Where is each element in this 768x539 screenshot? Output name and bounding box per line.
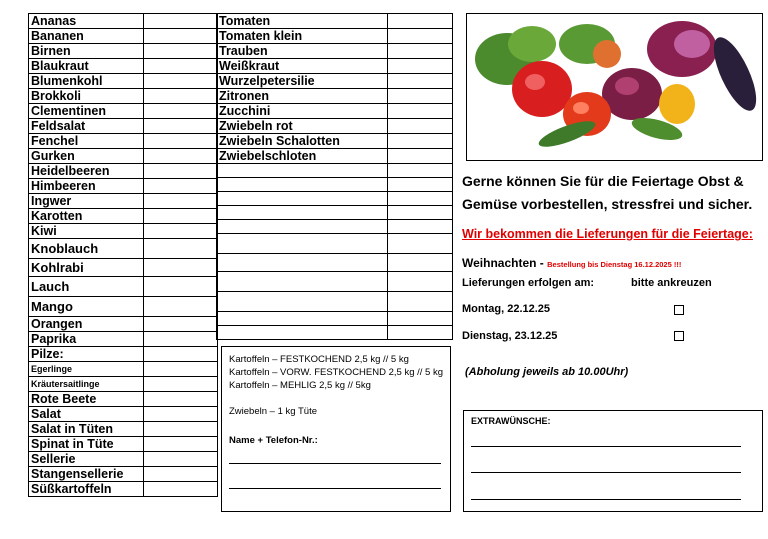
left-list-quantity-cell[interactable] bbox=[144, 74, 218, 89]
pickup-note: (Abholung jeweils ab 10.00Uhr) bbox=[465, 366, 629, 378]
mid-list-item-name bbox=[217, 192, 388, 206]
left-list-quantity-cell[interactable] bbox=[144, 347, 218, 362]
monday-checkbox[interactable] bbox=[674, 305, 684, 315]
left-list-item-name: Ingwer bbox=[29, 194, 144, 209]
left-list-quantity-cell[interactable] bbox=[144, 362, 218, 377]
extra-wishes-box bbox=[463, 410, 763, 512]
left-list-quantity-cell[interactable] bbox=[144, 104, 218, 119]
left-list-item-name: Himbeeren bbox=[29, 179, 144, 194]
tick-instruction: bitte ankreuzen bbox=[631, 277, 712, 289]
potato-order-box bbox=[221, 346, 451, 512]
left-list-item-name: Stangensellerie bbox=[29, 467, 144, 482]
mid-list-quantity-cell[interactable] bbox=[388, 220, 453, 234]
mid-list-item-name: Zucchini bbox=[217, 104, 388, 119]
left-list-row bbox=[29, 467, 218, 482]
left-list-row bbox=[29, 332, 218, 347]
mid-list-quantity-cell[interactable] bbox=[388, 254, 453, 272]
name-phone-line-2[interactable] bbox=[229, 488, 441, 489]
left-list-quantity-cell[interactable] bbox=[144, 332, 218, 347]
mid-list-quantity-cell[interactable] bbox=[388, 29, 453, 44]
left-list-item-name: Spinat in Tüte bbox=[29, 437, 144, 452]
left-list-quantity-cell[interactable] bbox=[144, 89, 218, 104]
date-monday: Montag, 22.12.25 bbox=[462, 303, 551, 315]
mid-list-item-name bbox=[217, 234, 388, 254]
mid-list-quantity-cell[interactable] bbox=[388, 164, 453, 178]
mid-list-row bbox=[217, 89, 453, 104]
headline-line-2: Gemüse vorbestellen, stressfrei und sicher. bbox=[462, 196, 753, 212]
mid-list-row bbox=[217, 178, 453, 192]
mid-list-item-name: Zwiebeln rot bbox=[217, 119, 388, 134]
order-deadline: Bestellung bis Dienstag 16.12.2025 !!! bbox=[547, 260, 682, 269]
left-list-item-name: Knoblauch bbox=[29, 239, 144, 259]
mid-list-row bbox=[217, 292, 453, 312]
mid-list-row bbox=[217, 254, 453, 272]
mid-list-item-name: Wurzelpetersilie bbox=[217, 74, 388, 89]
mid-list-row bbox=[217, 104, 453, 119]
mid-list-quantity-cell[interactable] bbox=[388, 104, 453, 119]
left-list-item-name: Heidelbeeren bbox=[29, 164, 144, 179]
left-list-item-name: Fenchel bbox=[29, 134, 144, 149]
mid-list-row bbox=[217, 134, 453, 149]
mid-list-item-name bbox=[217, 292, 388, 312]
left-list-quantity-cell[interactable] bbox=[144, 407, 218, 422]
left-list-quantity-cell[interactable] bbox=[144, 437, 218, 452]
mid-list-item-name: Zitronen bbox=[217, 89, 388, 104]
left-list-row bbox=[29, 224, 218, 239]
left-list-quantity-cell[interactable] bbox=[144, 317, 218, 332]
mid-list-row bbox=[217, 220, 453, 234]
mid-list-row bbox=[217, 119, 453, 134]
left-list-quantity-cell[interactable] bbox=[144, 29, 218, 44]
mid-list-item-name bbox=[217, 178, 388, 192]
left-list-row bbox=[29, 179, 218, 194]
left-list-item-name: Kiwi bbox=[29, 224, 144, 239]
extra-line-3[interactable] bbox=[471, 499, 741, 500]
left-list-item-name: Sellerie bbox=[29, 452, 144, 467]
left-list-quantity-cell[interactable] bbox=[144, 44, 218, 59]
mid-list-quantity-cell[interactable] bbox=[388, 134, 453, 149]
left-list-row bbox=[29, 297, 218, 317]
mid-list-item-name: Weißkraut bbox=[217, 59, 388, 74]
christmas-label bbox=[462, 256, 681, 270]
left-list-quantity-cell[interactable] bbox=[144, 467, 218, 482]
potato-option-1: Kartoffeln – FESTKOCHEND 2,5 kg // 5 kg bbox=[229, 354, 409, 365]
mid-list-row bbox=[217, 14, 453, 29]
mid-list-quantity-cell[interactable] bbox=[388, 206, 453, 220]
potato-option-3: Kartoffeln – MEHLIG 2,5 kg // 5kg bbox=[229, 380, 371, 391]
left-list-item-name: Karotten bbox=[29, 209, 144, 224]
left-list-item-name: Gurken bbox=[29, 149, 144, 164]
left-list-row bbox=[29, 422, 218, 437]
mid-list-item-name: Trauben bbox=[217, 44, 388, 59]
left-list-quantity-cell[interactable] bbox=[144, 482, 218, 497]
mid-list-quantity-cell[interactable] bbox=[388, 119, 453, 134]
left-list-item-name: Kohlrabi bbox=[29, 259, 144, 277]
left-list-item-name: Orangen bbox=[29, 317, 144, 332]
potato-option-2: Kartoffeln – VORW. FESTKOCHEND 2,5 kg // 5 kg bbox=[229, 367, 444, 378]
extra-line-2[interactable] bbox=[471, 472, 741, 473]
left-list-row bbox=[29, 392, 218, 407]
left-list-row bbox=[29, 377, 218, 392]
mid-list-quantity-cell[interactable] bbox=[388, 44, 453, 59]
left-list-quantity-cell[interactable] bbox=[144, 179, 218, 194]
left-list-item-name: Ananas bbox=[29, 14, 144, 29]
mid-list-quantity-cell[interactable] bbox=[388, 192, 453, 206]
mid-list-row bbox=[217, 149, 453, 164]
left-list-row bbox=[29, 259, 218, 277]
produce-list-left bbox=[28, 13, 218, 497]
mid-list-item-name: Tomaten bbox=[217, 14, 388, 29]
left-list-item-name: Egerlinge bbox=[29, 362, 144, 377]
mid-list-item-name bbox=[217, 272, 388, 292]
left-list-row bbox=[29, 14, 218, 29]
mid-list-row bbox=[217, 192, 453, 206]
mid-list-quantity-cell[interactable] bbox=[388, 14, 453, 29]
left-list-item-name: Brokkoli bbox=[29, 89, 144, 104]
left-list-item-name: Feldsalat bbox=[29, 119, 144, 134]
left-list-item-name: Kräutersaitlinge bbox=[29, 377, 144, 392]
extra-wishes-label: EXTRAWÜNSCHE: bbox=[471, 416, 551, 426]
left-list-row bbox=[29, 437, 218, 452]
left-list-quantity-cell[interactable] bbox=[144, 119, 218, 134]
mid-list-item-name bbox=[217, 326, 388, 340]
left-list-row bbox=[29, 239, 218, 259]
name-phone-line-1[interactable] bbox=[229, 463, 441, 464]
christmas-text: Weihnachten - bbox=[462, 256, 544, 270]
left-list-row bbox=[29, 89, 218, 104]
left-list-item-name: Süßkartoffeln bbox=[29, 482, 144, 497]
produce-list-middle bbox=[216, 13, 453, 340]
mid-list-quantity-cell[interactable] bbox=[388, 234, 453, 254]
left-list-row bbox=[29, 482, 218, 497]
mid-list-item-name bbox=[217, 164, 388, 178]
left-list-item-name: Blaukraut bbox=[29, 59, 144, 74]
mid-list-row bbox=[217, 272, 453, 292]
mid-list-quantity-cell[interactable] bbox=[388, 312, 453, 326]
left-list-quantity-cell[interactable] bbox=[144, 209, 218, 224]
left-list-item-name: Rote Beete bbox=[29, 392, 144, 407]
left-list-row bbox=[29, 44, 218, 59]
mid-list-quantity-cell[interactable] bbox=[388, 149, 453, 164]
left-list-row bbox=[29, 74, 218, 89]
left-list-row bbox=[29, 194, 218, 209]
left-list-quantity-cell[interactable] bbox=[144, 422, 218, 437]
left-list-row bbox=[29, 134, 218, 149]
left-list-item-name: Salat bbox=[29, 407, 144, 422]
tuesday-checkbox[interactable] bbox=[674, 331, 684, 341]
mid-list-quantity-cell[interactable] bbox=[388, 89, 453, 104]
mid-list-row bbox=[217, 164, 453, 178]
left-list-quantity-cell[interactable] bbox=[144, 297, 218, 317]
left-list-quantity-cell[interactable] bbox=[144, 452, 218, 467]
left-list-quantity-cell[interactable] bbox=[144, 59, 218, 74]
left-list-row bbox=[29, 407, 218, 422]
vegetables-photo bbox=[466, 13, 763, 161]
mid-list-quantity-cell[interactable] bbox=[388, 178, 453, 192]
mid-list-item-name: Zwiebelschloten bbox=[217, 149, 388, 164]
left-list-row bbox=[29, 317, 218, 332]
left-list-quantity-cell[interactable] bbox=[144, 194, 218, 209]
mid-list-row bbox=[217, 44, 453, 59]
extra-line-1[interactable] bbox=[471, 446, 741, 447]
left-list-quantity-cell[interactable] bbox=[144, 14, 218, 29]
left-list-item-name: Clementinen bbox=[29, 104, 144, 119]
mid-list-row bbox=[217, 74, 453, 89]
left-list-quantity-cell[interactable] bbox=[144, 277, 218, 297]
left-list-item-name: Salat in Tüten bbox=[29, 422, 144, 437]
left-list-quantity-cell[interactable] bbox=[144, 259, 218, 277]
name-phone-label: Name + Telefon-Nr.: bbox=[229, 435, 318, 446]
left-list-quantity-cell[interactable] bbox=[144, 377, 218, 392]
left-list-item-name: Blumenkohl bbox=[29, 74, 144, 89]
mid-list-row bbox=[217, 59, 453, 74]
mid-list-row bbox=[217, 29, 453, 44]
left-list-quantity-cell[interactable] bbox=[144, 164, 218, 179]
left-list-row bbox=[29, 149, 218, 164]
mid-list-row bbox=[217, 326, 453, 340]
left-list-row bbox=[29, 29, 218, 44]
left-list-quantity-cell[interactable] bbox=[144, 224, 218, 239]
date-tuesday: Dienstag, 23.12.25 bbox=[462, 330, 558, 342]
mid-list-item-name: Tomaten klein bbox=[217, 29, 388, 44]
left-list-quantity-cell[interactable] bbox=[144, 134, 218, 149]
mid-list-row bbox=[217, 312, 453, 326]
left-list-row bbox=[29, 209, 218, 224]
left-list-item-name: Paprika bbox=[29, 332, 144, 347]
mid-list-row bbox=[217, 234, 453, 254]
left-list-row bbox=[29, 452, 218, 467]
onion-option: Zwiebeln – 1 kg Tüte bbox=[229, 406, 318, 417]
left-list-item-name: Bananen bbox=[29, 29, 144, 44]
left-list-quantity-cell[interactable] bbox=[144, 149, 218, 164]
left-list-row bbox=[29, 119, 218, 134]
left-list-row bbox=[29, 59, 218, 74]
left-list-row bbox=[29, 277, 218, 297]
mid-list-item-name bbox=[217, 254, 388, 272]
left-list-row bbox=[29, 104, 218, 119]
left-list-row bbox=[29, 362, 218, 377]
mid-list-quantity-cell[interactable] bbox=[388, 326, 453, 340]
mid-list-item-name: Zwiebeln Schalotten bbox=[217, 134, 388, 149]
left-list-item-name: Pilze: bbox=[29, 347, 144, 362]
left-list-quantity-cell[interactable] bbox=[144, 392, 218, 407]
mid-list-quantity-cell[interactable] bbox=[388, 59, 453, 74]
headline-line-1: Gerne können Sie für die Feiertage Obst & bbox=[462, 173, 744, 189]
delivery-heading: Wir bekommen die Lieferungen für die Feiertage: bbox=[462, 227, 753, 241]
mid-list-quantity-cell[interactable] bbox=[388, 74, 453, 89]
mid-list-item-name bbox=[217, 312, 388, 326]
mid-list-item-name bbox=[217, 220, 388, 234]
left-list-row bbox=[29, 347, 218, 362]
left-list-quantity-cell[interactable] bbox=[144, 239, 218, 259]
left-list-item-name: Lauch bbox=[29, 277, 144, 297]
mid-list-item-name bbox=[217, 206, 388, 220]
mid-list-quantity-cell[interactable] bbox=[388, 272, 453, 292]
left-list-item-name: Mango bbox=[29, 297, 144, 317]
left-list-item-name: Birnen bbox=[29, 44, 144, 59]
left-list-row bbox=[29, 164, 218, 179]
mid-list-row bbox=[217, 206, 453, 220]
deliveries-label: Lieferungen erfolgen am: bbox=[462, 277, 595, 289]
mid-list-quantity-cell[interactable] bbox=[388, 292, 453, 312]
